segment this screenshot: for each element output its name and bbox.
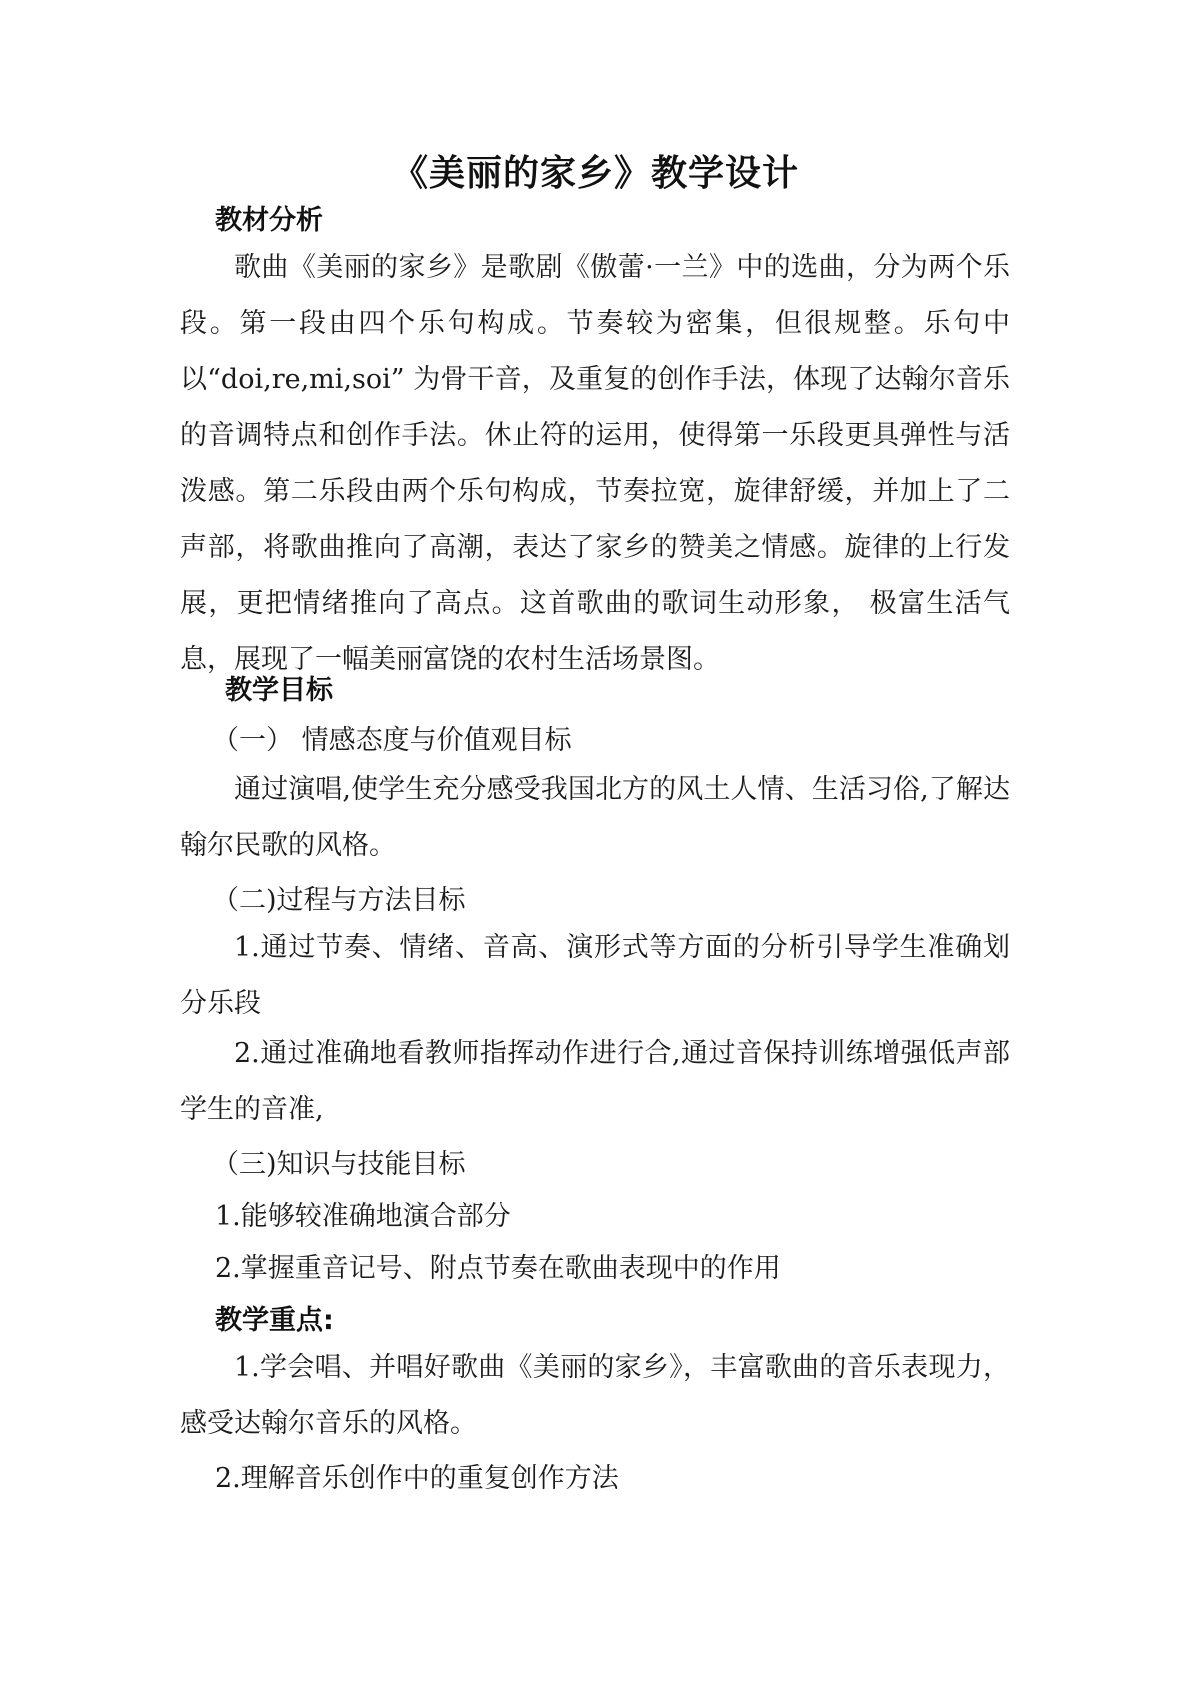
paragraph-material-analysis: 歌曲《美丽的家乡》是歌剧《傲蕾·一兰》中的选曲，分为两个乐段。第一段由四个乐句构成。节奏较为密集，但很规整。乐句中以“doi,re,mi,soi” 为骨干音，及重复的创作手法，体现了达翰尔音乐的音调特点和创作手法。休止符的运用，使得第一乐段更具弹性与活泼感。第二乐段由两个乐句构成，节奏拉宽，旋律舒缓，并加上了二声部，将歌曲推向了高潮，表达了家乡的赞美之情感。旋律的上行发展，更把情绪推向了高点。这首歌曲的歌词生动形象， 极富生活气息，展现了一幅美丽富饶的农村生活场景图。: [180, 252, 1010, 675]
list-item-focus-1: 1.学会唱、并唱好歌曲《美丽的家乡》，丰富歌曲的音乐表现力，感受达翰尔音乐的风格。: [180, 1352, 1010, 1439]
heading-material-analysis: 教材分析: [215, 205, 323, 236]
list-item-skill-1: 1.能够较准确地演合部分: [215, 1201, 511, 1232]
list-item-focus-2: 2.理解音乐创作中的重复创作方法: [215, 1463, 619, 1494]
heading-teaching-focus: 教学重点:: [215, 1305, 334, 1336]
document-title: 《美丽的家乡》教学设计: [391, 153, 799, 194]
paragraph-emotion-goals: 通过演唱,使学生充分感受我国北方的风土人情、生活习俗,了解达翰尔民歌的风格。: [180, 774, 1010, 861]
heading-teaching-goals: 教学目标: [225, 675, 333, 706]
subheading-skill-goals: （三)知识与技能目标: [212, 1149, 466, 1180]
list-item-process-2: 2.通过准确地看教师指挥动作进行合,通过音保持训练增强低声部学生的音准,: [180, 1038, 1010, 1125]
subheading-process-goals: （二)过程与方法目标: [212, 885, 466, 916]
subheading-emotion-goals: （一） 情感态度与价值观目标: [212, 725, 572, 756]
list-item-skill-2: 2.掌握重音记号、附点节奏在歌曲表现中的作用: [215, 1253, 781, 1284]
list-item-process-1: 1.通过节奏、情绪、音高、演形式等方面的分析引导学生准确划分乐段: [180, 932, 1010, 1019]
